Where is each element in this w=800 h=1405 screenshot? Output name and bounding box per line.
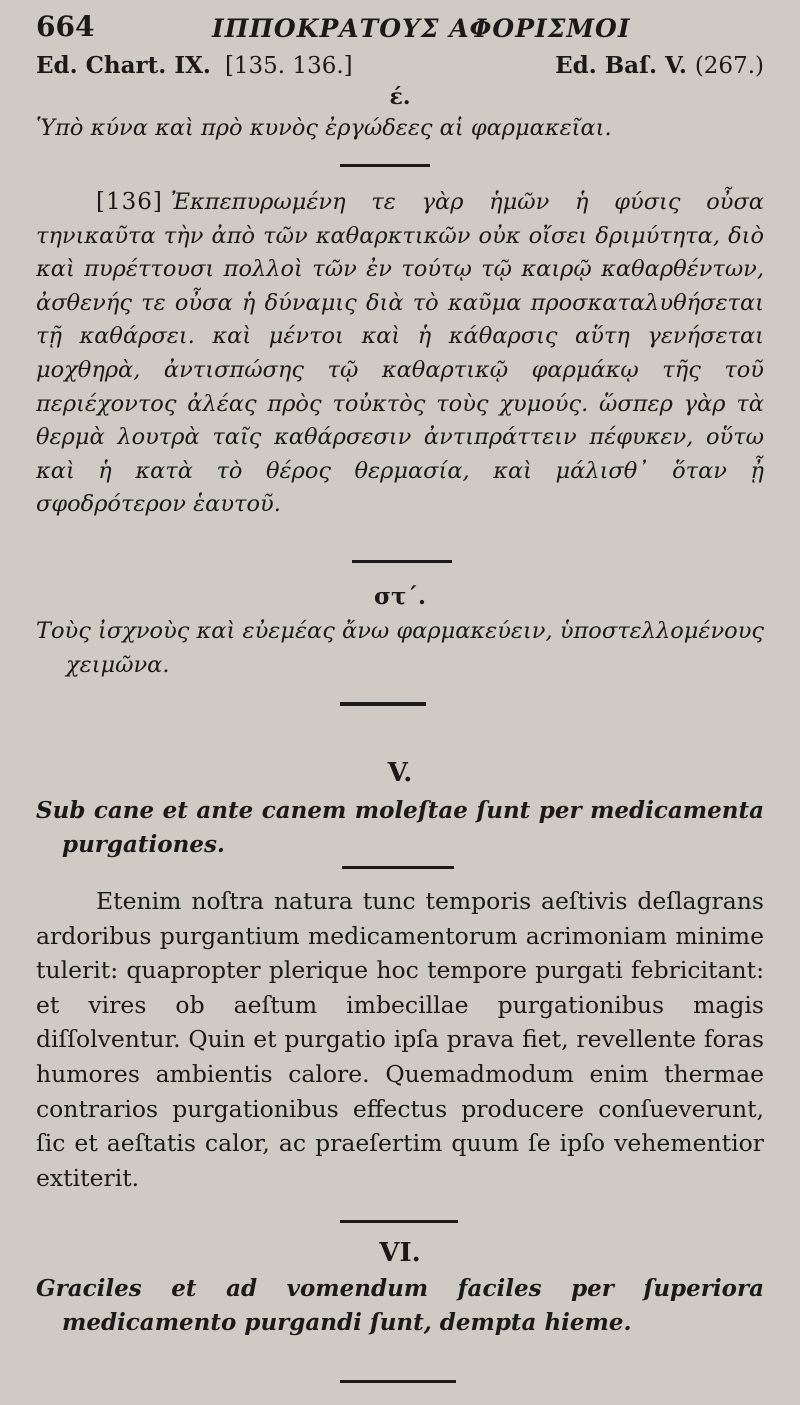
latin-aphorism-number: VI. [379, 1238, 421, 1268]
latin-aphorism-6 [36, 1238, 764, 1340]
latin-commentary-paragraph [36, 884, 764, 1195]
greek-commentary-text: Ἐκπεπυρωμένη τε γὰρ ἡμῶν ἡ φύσις οὖσα τηνικαῦτα τὴν ἀπὸ τῶν καθαρκτικῶν οὐκ οἴσει δριμύτητα, διὸ καὶ πυρέττουσι πολλοὶ τῶν ἐν τούτῳ τῷ καιρῷ καθαρθέντων, ἀσθενής τε οὖσα ἡ δύναμις διὰ τὸ καῦμα προσκαταλυθήσεται τῇ καθάρσει. καὶ μέντοι καὶ ἡ κάθαρσις αὕτη γενήσεται μοχθηρὰ, ἀντισπώσης τῷ καθαρτικῷ φαρμάκῳ τῆς τοῦ περιέχοντος ἀλέας πρὸς τοὐκτὸς τοὺς χυμούς. ὥσπερ γὰρ τὰ θερμὰ λουτρὰ ταῖς καθάρσεσιν ἀντιπράττειν πέφυκεν, οὕτω καὶ ἡ κατὰ τὸ θέρος θερμασία, καὶ μάλισθ᾽ ὅταν ᾖ σφοδρότερον ἑαυτοῦ. [36, 189, 764, 518]
edition-left [36, 52, 353, 79]
edition-line [36, 52, 764, 86]
running-header [36, 6, 764, 46]
latin-commentary-text: noſtra natura tunc temporis aeſtivis deſlagrans ardoribus purgantium medicamentorum acrimoniam minime tulerit: quapropter plerique hoc tempore purgati febricitant: et vires ob aeſtum imbecillae purgationibus magis diſſolventur. Quin et purgatio ipſa prava fiet, revellente foras humores ambientis calore. Quemadmodum enim thermae contrarios purgationibus effectus producere conſueverunt, ſic et aeſtatis calor, ac praeſertim quum ſe ipſo vehementior extiterit. [36, 887, 764, 1192]
latin-commentary-first-word: Etenim [96, 887, 182, 915]
page-number: 664 [36, 10, 95, 43]
language-divider [340, 702, 426, 706]
latin-commentary [36, 884, 764, 1195]
greek-aphorism-number: στ΄. [374, 583, 426, 610]
latin-aphorism-5 [36, 758, 764, 862]
edition-left-pages: [135. 136.] [224, 53, 353, 79]
section-divider [340, 1220, 458, 1223]
edition-right-label: Ed. Baſ. V. [555, 52, 687, 79]
edition-right-page: (267.) [694, 53, 764, 79]
greek-aphorism-number: έ. [389, 84, 411, 110]
running-title: ΙΠΠΟΚΡΑΤΟΥΣ ΑΦΟΡΙΣΜΟΙ [212, 14, 631, 43]
greek-aphorism-6 [36, 580, 764, 682]
page-reference: [136] [96, 189, 163, 215]
section-divider [340, 164, 430, 167]
greek-commentary-paragraph [36, 186, 764, 522]
latin-aphorism-text: Graciles et ad vomendum faciles per ſuperiora medicamento purgandi ſunt, dempta hieme. [36, 1275, 764, 1336]
latin-aphorism-text: Sub cane et ante canem moleſtae ſunt per medicamenta purgationes. [36, 797, 764, 858]
edition-right [555, 52, 764, 79]
greek-aphorism-text: Τοὺς ἰσχνοὺς καὶ εὐεμέας ἄνω φαρμακεύειν, ὑποστελλομένους χειμῶνα. [36, 618, 764, 678]
section-divider [340, 1380, 456, 1383]
section-divider [342, 866, 454, 869]
edition-left-label: Ed. Chart. IX. [36, 52, 211, 79]
greek-commentary [36, 186, 764, 522]
latin-aphorism-number: V. [387, 758, 413, 788]
greek-aphorism-5 [36, 84, 764, 146]
greek-aphorism-text: Ὑπὸ κύνα καὶ πρὸ κυνὸς ἐργώδεες αἱ φαρμακεῖαι. [36, 115, 612, 141]
section-divider [352, 560, 452, 563]
